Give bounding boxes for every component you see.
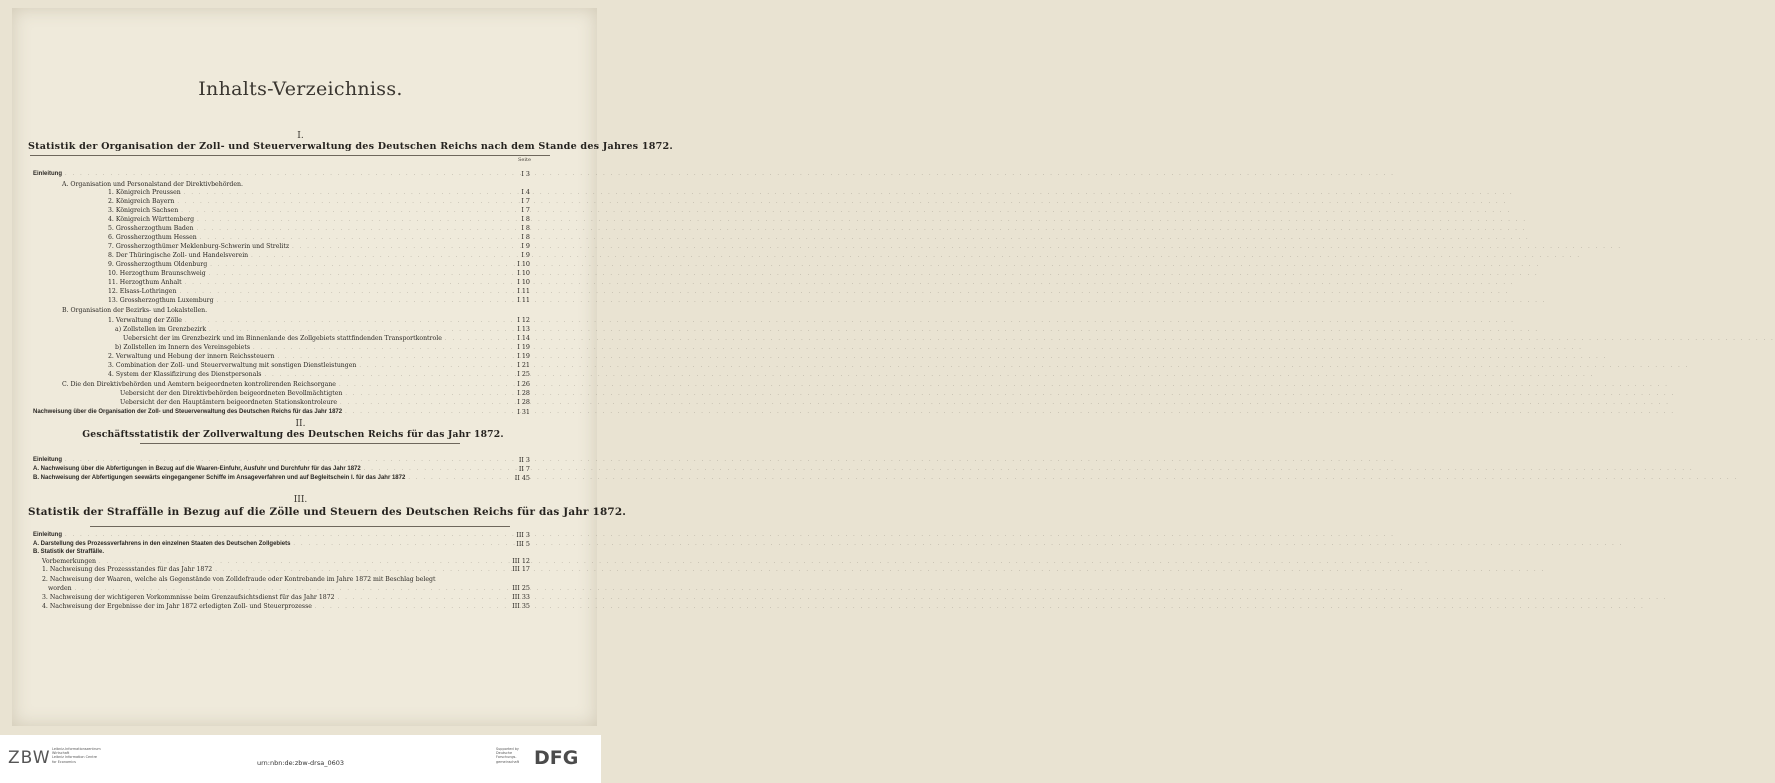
dot-leader bbox=[65, 170, 1395, 179]
toc-entry-title: 10. Herzogthum Braunschweig bbox=[108, 270, 206, 277]
toc-page-number: I 28 bbox=[517, 389, 530, 397]
toc-entry[interactable] bbox=[108, 197, 498, 206]
section-number: I. bbox=[297, 131, 304, 141]
toc-page-number: I 7 bbox=[521, 206, 530, 214]
toc-entry-title: 3. Combination der Zoll- und Steuerverwaltung mit sonstigen Dienstleistungen bbox=[108, 362, 357, 369]
dfg-logo: DFG bbox=[534, 747, 579, 769]
toc-page-number: I 12 bbox=[517, 316, 530, 324]
toc-entry-title: Einleitung bbox=[33, 532, 62, 538]
toc-entry-title: 1. Verwaltung der Zölle bbox=[108, 317, 182, 324]
toc-entry[interactable] bbox=[108, 361, 498, 370]
toc-page-number: I 31 bbox=[517, 408, 530, 416]
toc-entry-title: 7. Grossherzogthümer Meklenburg-Schwerin und Strelitz bbox=[108, 243, 290, 250]
dot-leader bbox=[359, 362, 1689, 371]
toc-entry[interactable] bbox=[120, 398, 498, 407]
toc-entry[interactable] bbox=[42, 565, 498, 574]
toc-page-number: I 13 bbox=[517, 325, 530, 333]
toc-entry[interactable] bbox=[108, 224, 498, 233]
toc-page-number: III 17 bbox=[512, 565, 530, 573]
toc-entry-title: A. Organisation und Personalstand der Direktivbehörden. bbox=[62, 181, 243, 188]
toc-page-number: II 45 bbox=[514, 474, 530, 482]
toc-page-number: I 8 bbox=[521, 224, 530, 232]
footer bbox=[0, 735, 601, 783]
toc-entry[interactable] bbox=[108, 352, 498, 361]
toc-entry-title: 3. Nachweisung der wichtigeren Vorkommnisse beim Grenzaufsichtsdienst für das Jahr 1872 bbox=[42, 594, 335, 601]
toc-entry[interactable] bbox=[108, 260, 498, 269]
toc-page-number: III 3 bbox=[516, 531, 530, 539]
toc-page-number: I 4 bbox=[521, 188, 530, 196]
toc-entry[interactable] bbox=[108, 316, 498, 325]
urn-identifier: urn:nbn:de:zbw-drsa_0603 bbox=[256, 759, 345, 767]
toc-entry[interactable] bbox=[108, 296, 498, 305]
toc-page-number: I 25 bbox=[517, 370, 530, 378]
toc-entry-title: Uebersicht der den Hauptämtern beigeordneten Stationskontroleure bbox=[120, 399, 338, 406]
toc-entry-title: 1. Königreich Preussen bbox=[108, 189, 181, 196]
toc-entry[interactable] bbox=[33, 170, 498, 179]
toc-entry-title: C. Die den Direktivbehörden und Aemtern beigeordneten kontrolirenden Reichsorgane bbox=[62, 381, 336, 388]
toc-entry[interactable] bbox=[33, 465, 498, 474]
toc-entry-title: A. Darstellung des Prozessverfahrens in den einzelnen Staaten des Deutschen Zollgebiets bbox=[33, 541, 291, 547]
dot-leader bbox=[408, 474, 1738, 483]
zbw-logo: ZBW bbox=[8, 748, 51, 768]
toc-entry[interactable] bbox=[48, 584, 498, 593]
toc-entry[interactable] bbox=[108, 251, 498, 260]
dot-leader bbox=[445, 335, 1775, 344]
toc-entry[interactable] bbox=[62, 306, 498, 315]
section-heading: Geschäftsstatistik der Zollverwaltung des Deutschen Reichs für das Jahr 1872. bbox=[82, 429, 504, 440]
toc-entry-title: 6. Grossherzogthum Hessen bbox=[108, 234, 197, 241]
toc-page-number: I 11 bbox=[517, 296, 530, 304]
toc-page-number: I 26 bbox=[517, 380, 530, 388]
toc-entry[interactable] bbox=[42, 575, 498, 584]
toc-entry-title: B. Nachweisung der Abfertigungen seewärts eingegangener Schiffe im Ansageverfahren und auf Begleitschein I. für das Jahr 1872 bbox=[33, 475, 406, 481]
toc-entry-title: Einleitung bbox=[33, 171, 62, 177]
toc-entry-title: 9. Grossherzogthum Oldenburg bbox=[108, 261, 208, 268]
dot-leader bbox=[339, 381, 1669, 390]
toc-page-number: I 9 bbox=[521, 242, 530, 250]
toc-entry-title: 4. Königreich Württemberg bbox=[108, 216, 195, 223]
toc-page-number: I 3 bbox=[521, 170, 530, 178]
toc-entry-title: A. Nachweisung über die Abfertigungen in Bezug auf die Waaren-Einfuhr, Ausfuhr und Durchfuhr für das Jahr 1872 bbox=[33, 466, 361, 472]
toc-page-number: III 35 bbox=[512, 602, 530, 610]
toc-page-number: III 25 bbox=[512, 584, 530, 592]
section-number: II. bbox=[295, 419, 306, 429]
toc-entry[interactable] bbox=[108, 287, 498, 296]
toc-entry-title: 2. Königreich Bayern bbox=[108, 198, 175, 205]
toc-entry[interactable] bbox=[33, 548, 498, 557]
toc-entry-title: 13. Grossherzogthum Luxemburg bbox=[108, 297, 214, 304]
toc-entry[interactable] bbox=[108, 188, 498, 197]
toc-entry-title: Uebersicht der den Direktivbehörden beigeordneten Bevollmächtigten bbox=[120, 390, 343, 397]
toc-entry-title: 4. Nachweisung der Ergebnisse der im Jahr 1872 erledigten Zoll- und Steuerprozesse bbox=[42, 603, 312, 610]
zbw-institution: Leibniz-Informationszentrum Wirtschaft Leibniz Information Centre for Economics bbox=[52, 747, 101, 764]
dot-leader bbox=[65, 456, 1395, 465]
toc-page-number: II 3 bbox=[518, 456, 530, 464]
toc-entry-title: 3. Königreich Sachsen bbox=[108, 207, 179, 214]
toc-page-number: I 21 bbox=[517, 361, 530, 369]
toc-entry-title: Nachweisung über die Organisation der Zoll- und Steuerverwaltung des Deutschen Reichs für das Jahr 1872 bbox=[33, 409, 343, 415]
toc-entry-title: B. Organisation der Bezirks- und Lokalstellen. bbox=[62, 307, 208, 314]
toc-page-number: I 28 bbox=[517, 398, 530, 406]
page-title: Inhalts-Verzeichniss. bbox=[198, 78, 403, 100]
toc-entry-title: b) Zollstellen im Innern des Vereinsgebiets bbox=[115, 344, 250, 351]
toc-page-number: I 10 bbox=[517, 278, 530, 286]
toc-entry-title: 8. Der Thüringische Zoll- und Handelsverein bbox=[108, 252, 249, 259]
section-heading: Statistik der Straffälle in Bezug auf die Zölle und Steuern des Deutschen Reichs für das Jahr 1872. bbox=[28, 506, 627, 518]
toc-entry[interactable] bbox=[108, 233, 498, 242]
toc-page-number: I 9 bbox=[521, 251, 530, 259]
section-rule bbox=[140, 443, 460, 444]
toc-page-number: I 8 bbox=[521, 233, 530, 241]
toc-entry-title: 2. Verwaltung und Hebung der innern Reichssteuern bbox=[108, 353, 275, 360]
toc-entry-title: Uebersicht der im Grenzbezirk und im Binnenlande des Zollgebiets stattfindenden Transportkontrole bbox=[123, 335, 442, 342]
toc-entry-title: a) Zollstellen im Grenzbezirk bbox=[115, 326, 207, 333]
toc-entry[interactable] bbox=[115, 325, 498, 334]
toc-entry[interactable] bbox=[115, 343, 498, 352]
dot-leader bbox=[338, 594, 1668, 603]
section-number: III. bbox=[293, 495, 308, 505]
dot-leader bbox=[215, 566, 1545, 575]
toc-page-number: I 11 bbox=[517, 287, 530, 295]
toc-entry-title: 4. System der Klassifizirung des Dienstpersonals bbox=[108, 371, 262, 378]
toc-entry[interactable] bbox=[120, 389, 498, 398]
toc-entry-title: Einleitung bbox=[33, 457, 62, 463]
toc-entry[interactable] bbox=[123, 334, 498, 343]
toc-entry[interactable] bbox=[33, 456, 498, 465]
toc-entry-title: worden bbox=[48, 585, 72, 592]
toc-entry[interactable] bbox=[33, 408, 498, 417]
dot-leader bbox=[345, 408, 1675, 417]
toc-page-number: I 7 bbox=[521, 197, 530, 205]
toc-entry[interactable] bbox=[108, 215, 498, 224]
toc-page-number: I 8 bbox=[521, 215, 530, 223]
toc-entry[interactable] bbox=[33, 474, 498, 483]
toc-page-number: I 10 bbox=[517, 260, 530, 268]
toc-entry-title: B. Statistik der Straffälle. bbox=[33, 549, 105, 555]
section-heading: Statistik der Organisation der Zoll- und Steuerverwaltung des Deutschen Reichs nach dem Stande des Jahres 1872. bbox=[28, 141, 673, 152]
section-rule bbox=[30, 155, 550, 156]
toc-page-number: I 19 bbox=[517, 343, 530, 351]
dot-leader bbox=[264, 371, 1594, 380]
toc-page-number: III 12 bbox=[512, 557, 530, 565]
toc-entry-title: 1. Nachweisung des Prozessstandes für das Jahr 1872 bbox=[42, 566, 213, 573]
toc-entry-title: 5. Grossherzogthum Baden bbox=[108, 225, 194, 232]
toc-page-number: I 19 bbox=[517, 352, 530, 360]
dot-leader bbox=[340, 399, 1670, 408]
toc-page-number: I 10 bbox=[517, 269, 530, 277]
toc-entry-title: 2. Nachweisung der Waaren, welche als Gegenstände von Zolldefraude oder Kontrebande im Jahre 1872 mit Beschlag belegt bbox=[42, 576, 436, 583]
toc-page-number: II 7 bbox=[518, 465, 530, 473]
toc-entry-title: 12. Elsass-Lothringen bbox=[108, 288, 177, 295]
toc-entry[interactable] bbox=[108, 370, 498, 379]
funder-text: Supported by Deutsche Forschungs- gemeinschaft bbox=[496, 747, 520, 764]
toc-entry[interactable] bbox=[108, 206, 498, 215]
dot-leader bbox=[345, 390, 1675, 399]
dot-leader bbox=[364, 465, 1694, 474]
toc-entry[interactable] bbox=[108, 278, 498, 287]
toc-entry[interactable] bbox=[108, 269, 498, 278]
toc-entry[interactable] bbox=[42, 602, 498, 611]
toc-entry[interactable] bbox=[33, 531, 498, 540]
section-rule bbox=[90, 526, 510, 527]
toc-page-number: III 5 bbox=[516, 540, 530, 548]
page-column-label: Seite bbox=[518, 157, 531, 163]
toc-entry[interactable] bbox=[42, 593, 498, 602]
toc-page-number: I 14 bbox=[517, 334, 530, 342]
toc-entry-title: 11. Herzogthum Anhalt bbox=[108, 279, 182, 286]
toc-page-number: III 33 bbox=[512, 593, 530, 601]
toc-entry-title: Vorbemerkungen bbox=[42, 558, 97, 565]
dot-leader bbox=[217, 297, 1547, 306]
dot-leader bbox=[65, 531, 1395, 540]
toc-entry[interactable] bbox=[62, 380, 498, 389]
toc-entry[interactable] bbox=[108, 242, 498, 251]
